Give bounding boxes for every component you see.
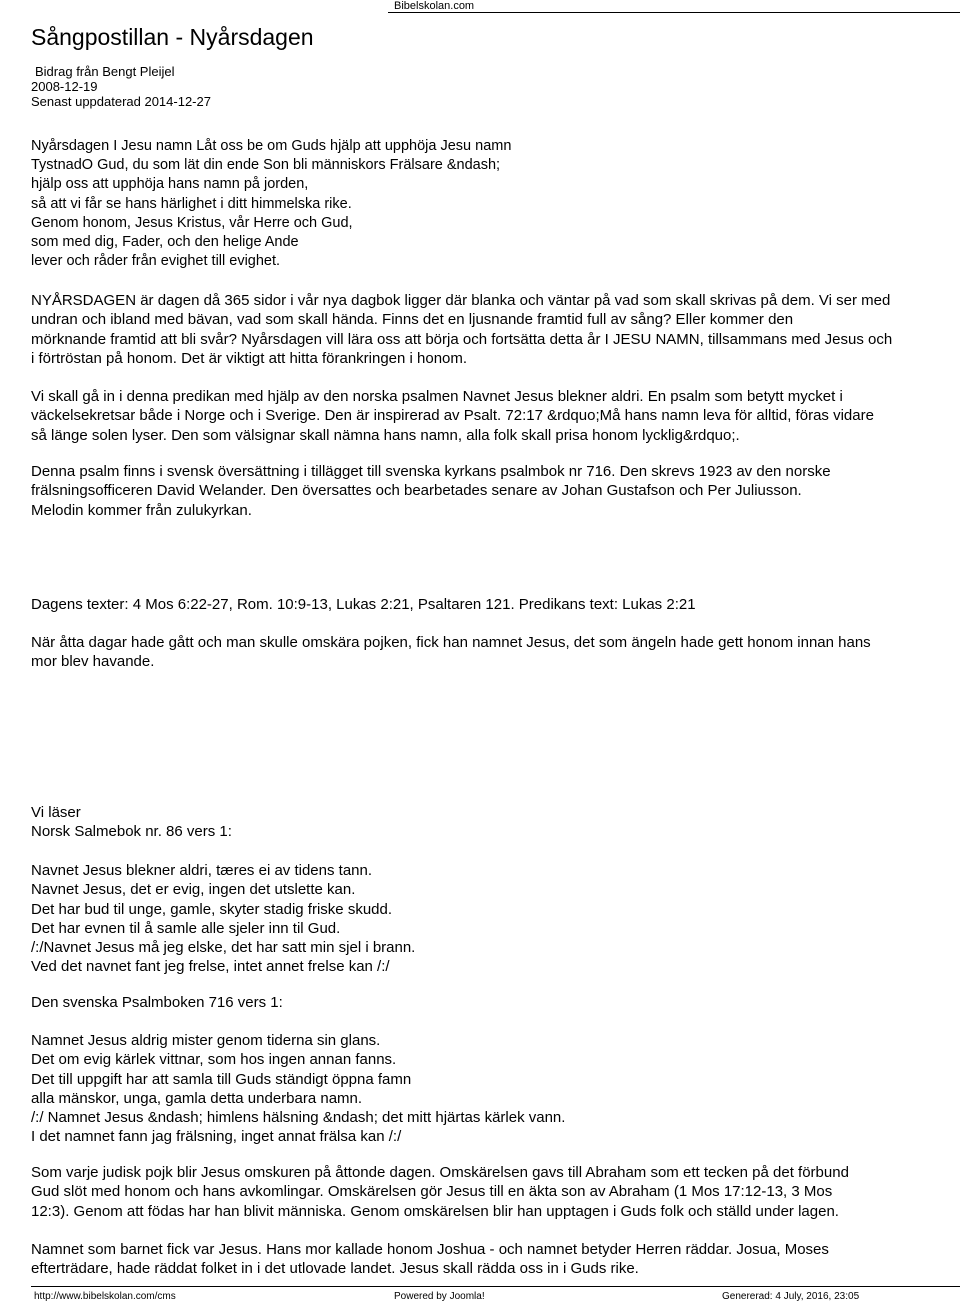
text-line: så länge solen lyser. Den som välsignar skall nämna hans namn, alla folk skall prisa honom lycklig&rdquo;. [31, 426, 740, 444]
swedish-heading: Den svenska Psalmboken 716 vers 1: [31, 994, 283, 1011]
text-line: 12:3). Genom att födas har han blivit människa. Genom omskärelsen blir han upptagen i Guds folk och ställd under lagen. [31, 1202, 839, 1220]
author: Bidrag från Bengt Pleijel [35, 64, 175, 79]
name-paragraph [31, 1240, 960, 1279]
swedish-hymn [31, 1031, 960, 1147]
hymn-line: Ved det navnet fant jeg frelse, intet annet frelse kan /:/ [31, 958, 390, 976]
text-line: Namnet som barnet fick var Jesus. Hans mor kallade honom Joshua - och namnet betyder Herren räddar. Josua, Moses [31, 1241, 829, 1258]
prayer-line: Genom honom, Jesus Kristus, vår Herre och Gud, [31, 214, 353, 231]
text-line: mor blev havande. [31, 653, 155, 671]
prayer-line: så att vi får se hans härlighet i ditt himmelska rike. [31, 195, 352, 212]
prayer-line: TystnadO Gud, du som lät din ende Son bli människors Frälsare &ndash; [31, 157, 501, 174]
text-line: Vi skall gå in i denna predikan med hjälp av den norska psalmen Navnet Jesus blekner aldri. En psalm som betytt mycket i [31, 388, 843, 405]
prayer-line: lever och råder från evighet till evighet. [31, 253, 281, 270]
footer-generated: Genererad: 4 July, 2016, 23:05 [722, 1291, 860, 1302]
footer-rule [31, 1286, 960, 1287]
text-line: Som varje judisk pojk blir Jesus omskuren på åttonde dagen. Omskärelsen gavs till Abraham som ett tecken på det förbund [31, 1164, 849, 1181]
gospel-text [31, 633, 960, 672]
prayer-line: Nyårsdagen I Jesu namn Låt oss be om Guds hjälp att upphöja Jesu namn [31, 138, 512, 154]
hymn-line: /:/Navnet Jesus må jeg elske, det har satt min sjel i brann. [31, 939, 416, 957]
text-line: i förtröstan på honom. Det är viktigt att hitta förankringen i honom. [31, 349, 468, 367]
header-rule [388, 12, 960, 13]
hymn-line: I det namnet fann jag frälsning, inget annat frälsa kan /:/ [31, 1128, 402, 1146]
reading-lead [31, 803, 960, 842]
text-line: Norsk Salmebok nr. 86 vers 1: [31, 823, 232, 841]
text-line: NYÅRSDAGEN är dagen då 365 sidor i vår nya dagbok ligger där blanka och väntar på vad som skall skrivas på dem. Vi ser med [31, 292, 891, 309]
footer-powered: Powered by Joomla! [394, 1291, 485, 1302]
intro-paragraph [31, 291, 960, 368]
prayer [31, 137, 960, 271]
text-line: mörknande framtid att bli svår? Nyårsdagen vill lära oss att börja och fortsätta detta år I JESU NAMN, tillsammans med Jesus och [31, 330, 893, 348]
prayer-line: som med dig, Fader, och den helige Ande [31, 234, 299, 251]
hymn-line: Navnet Jesus blekner aldri, tæres ei av tidens tann. [31, 862, 373, 879]
translation-paragraph [31, 462, 960, 520]
text-line: undran och ibland med bävan, vad som skall hända. Finns det en ljusnande framtid full av sång? Eller kommer den [31, 311, 794, 329]
hymn-line: Det har bud til unge, gamle, skyter stadig friske skudd. [31, 900, 393, 918]
norwegian-hymn [31, 861, 960, 977]
text-line: Gud slöt med honom och hans avkomlingar. Omskärelsen gör Jesus till en äkta son av Abraham (1 Mos 17:12-13, 3 Mos [31, 1183, 833, 1201]
text-line: frälsningsofficeren David Welander. Den översattes och bearbetades senare av Johan Gustafson och Per Juliusson. [31, 482, 802, 500]
text-line: När åtta dagar hade gått och man skulle omskära pojken, fick han namnet Jesus, det som ängeln hade gett honom innan hans [31, 634, 871, 651]
readings: Dagens texter: 4 Mos 6:22-27, Rom. 10:9-13, Lukas 2:21, Psaltaren 121. Predikans text: Lukas 2:21 [31, 596, 696, 613]
text-line: väckelsekretsar både i Norge och i Sverige. Den är inspirerad av Psalt. 72:17 &rdquo;Må hans namn leva för alltid, föras vidare [31, 407, 874, 425]
hymn-line: Namnet Jesus aldrig mister genom tiderna sin glans. [31, 1032, 381, 1049]
hymn-line: Det om evig kärlek vittnar, som hos ingen annan fanns. [31, 1051, 397, 1069]
hymn-line: Det har evnen til å samle alle sjeler inn til Gud. [31, 919, 341, 937]
text-line: Denna psalm finns i svensk översättning i tillägget till svenska kyrkans psalmbok nr 716. Den skrevs 1923 av den norske [31, 463, 831, 480]
page-title: Sångpostillan - Nyårsdagen [31, 24, 314, 50]
site-name: Bibelskolan.com [394, 0, 475, 12]
created-date: 2008-12-19 [31, 79, 98, 94]
text-line: Melodin kommer från zulukyrkan. [31, 501, 252, 519]
circumcision-paragraph [31, 1163, 960, 1221]
hymn-line: Navnet Jesus, det er evig, ingen det utslette kan. [31, 881, 356, 899]
hymn-line: alla mänskor, unga, gamla detta underbara namn. [31, 1089, 363, 1107]
hymn-line: Det till uppgift har att samla till Guds ständigt öppna famn [31, 1070, 412, 1088]
text-line: Vi läser [31, 804, 81, 821]
text-line: efterträdare, hade räddat folket in i det utlovade landet. Jesus skall rädda oss in i Guds rike. [31, 1260, 639, 1278]
hymn-line: /:/ Namnet Jesus &ndash; himlens hälsning &ndash; det mitt hjärtas kärlek vann. [31, 1109, 566, 1127]
psalm-paragraph [31, 387, 960, 445]
footer-url: http://www.bibelskolan.com/cms [34, 1291, 176, 1302]
updated-date: Senast uppdaterad 2014-12-27 [31, 94, 211, 109]
prayer-line: hjälp oss att upphöja hans namn på jorden, [31, 176, 309, 193]
